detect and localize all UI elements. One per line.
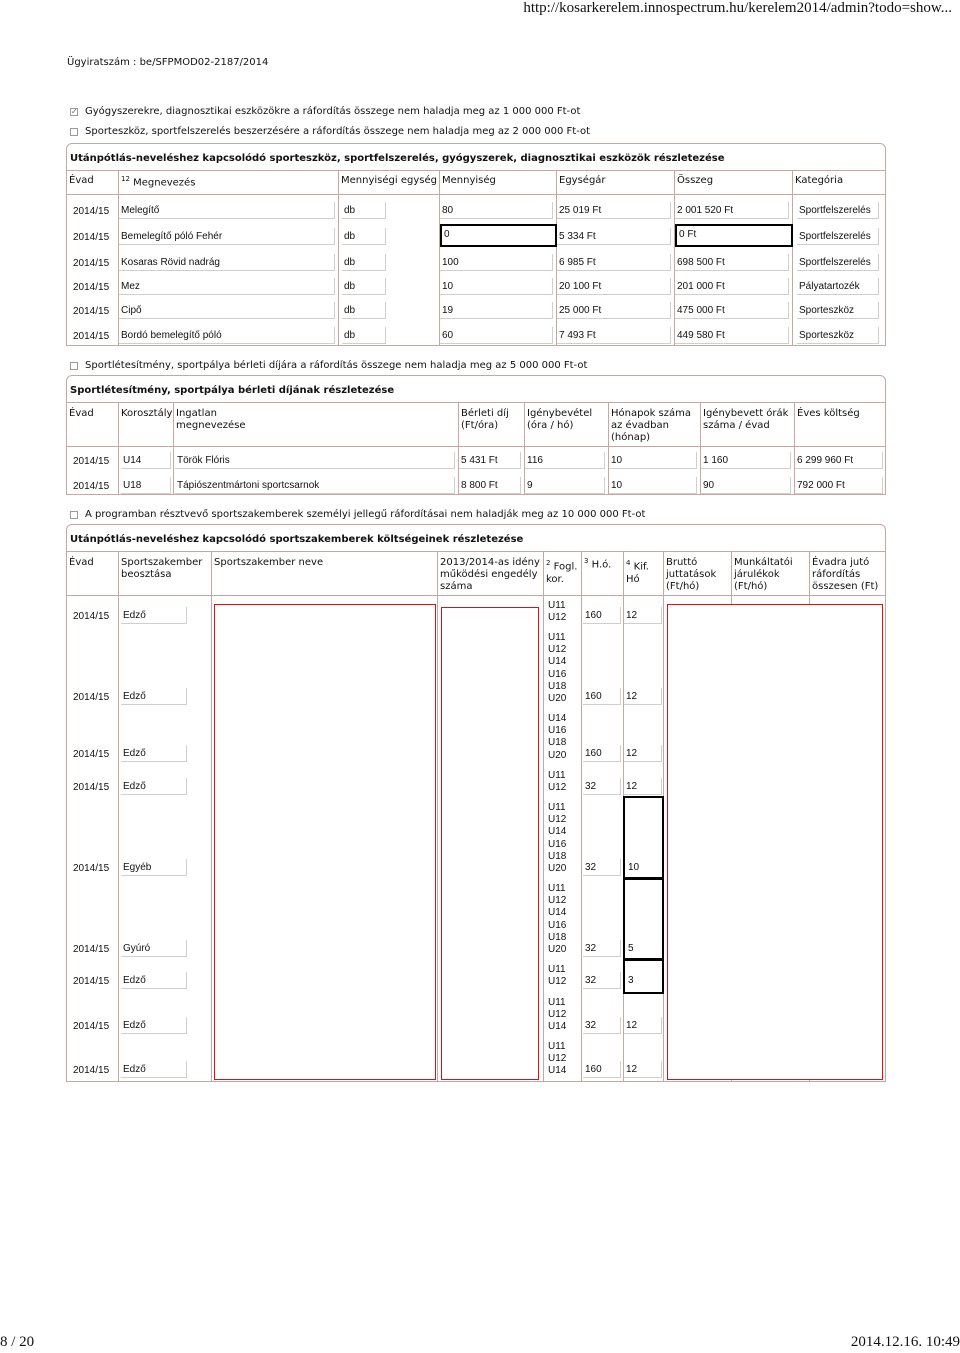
col-header-name bbox=[121, 175, 195, 188]
fee-field[interactable]: 8 800 Ft bbox=[459, 477, 521, 494]
page-url: http://kosarkerelem.innospectrum.hu/kerelem2014/admin?todo=show... bbox=[523, 0, 952, 16]
age-option: U14 bbox=[548, 826, 567, 838]
age-groups-list[interactable] bbox=[548, 997, 566, 1034]
months-field[interactable]: 12 bbox=[624, 778, 662, 795]
footnote-ref: 3 bbox=[584, 557, 589, 565]
cell-season: 2014/15 bbox=[73, 331, 110, 342]
print-datetime: 2014.12.16. 10:49 bbox=[850, 1334, 960, 1350]
venue-field[interactable]: Tápiószentmártoni sportcsarnok bbox=[175, 477, 455, 494]
qty-field[interactable]: 10 bbox=[440, 278, 553, 295]
months-field[interactable]: 12 bbox=[624, 607, 662, 624]
age-option: U11 bbox=[548, 632, 566, 643]
age-option: U14 bbox=[548, 656, 567, 668]
checkbox-equipment[interactable] bbox=[70, 128, 78, 136]
age-groups-list[interactable] bbox=[548, 802, 566, 875]
col-header-venue: Ingatlan megnevezése bbox=[176, 408, 246, 432]
role-select[interactable]: Edző bbox=[121, 1017, 187, 1034]
check-label: A programban résztvevő sportszakemberek személyi jellegű ráfordításai nem haladják meg az 10 000 000 Ft-ot bbox=[85, 509, 646, 520]
usage-field[interactable]: 116 bbox=[525, 452, 605, 469]
staff-section bbox=[66, 524, 886, 1082]
months-field[interactable]: 12 bbox=[624, 1061, 662, 1078]
role-select[interactable]: Edző bbox=[121, 1061, 187, 1078]
footnote-ref: 4 bbox=[626, 559, 631, 567]
page-counter: 8 / 20 bbox=[0, 1334, 35, 1350]
cost-field[interactable]: 792 000 Ft bbox=[795, 477, 883, 494]
col-header-ages bbox=[546, 557, 578, 586]
age-option: U16 bbox=[548, 838, 567, 850]
footnote-ref: 12 bbox=[121, 175, 130, 183]
cell-season: 2014/15 bbox=[73, 944, 110, 955]
col-header-contrib: Munkáltatói járulékok (Ft/hó) bbox=[734, 557, 793, 593]
age-option: U11 bbox=[548, 1041, 566, 1052]
cell-season: 2014/15 bbox=[73, 206, 110, 217]
redacted-license-column bbox=[441, 607, 539, 1080]
cell-season: 2014/15 bbox=[73, 782, 110, 793]
col-header-role: Sportszakember beosztása bbox=[121, 557, 203, 581]
age-option: U12 bbox=[548, 1009, 567, 1021]
col-header-gross: Bruttó juttatások (Ft/hó) bbox=[666, 557, 717, 593]
months-field[interactable]: 12 bbox=[624, 745, 662, 762]
months-field[interactable]: 12 bbox=[624, 688, 662, 705]
col-header-price: Egységár bbox=[559, 175, 606, 186]
age-option: U18 bbox=[548, 850, 567, 862]
cell-season: 2014/15 bbox=[73, 232, 110, 243]
section-title: Utánpótlás-neveléshez kapcsolódó sporteszköz, sportfelszerelés, gyógyszerek, diagnosztikai eszközök részletezése bbox=[70, 153, 725, 164]
age-option: U14 bbox=[548, 713, 567, 724]
age-option: U11 bbox=[548, 997, 566, 1008]
age-groups-list[interactable] bbox=[548, 600, 566, 624]
redacted-name-column bbox=[214, 604, 436, 1080]
age-option: U20 bbox=[548, 863, 567, 875]
col-header-label: Fogl. kor. bbox=[546, 561, 578, 585]
qty-field[interactable]: 19 bbox=[440, 302, 553, 319]
col-header-name: Sportszakember neve bbox=[214, 557, 324, 568]
age-option: U11 bbox=[548, 964, 566, 975]
age-select[interactable]: U14 bbox=[121, 452, 171, 469]
role-select[interactable]: Edző bbox=[121, 972, 187, 989]
hours-field[interactable]: 32 bbox=[583, 778, 621, 795]
age-option: U12 bbox=[548, 1053, 567, 1065]
age-option: U11 bbox=[548, 600, 566, 611]
col-header-total: Összeg bbox=[677, 175, 714, 186]
cost-field[interactable]: 6 299 960 Ft bbox=[795, 452, 883, 469]
age-option: U16 bbox=[548, 668, 567, 680]
unit-field[interactable]: db bbox=[342, 202, 386, 219]
venue-field[interactable]: Török Flóris bbox=[175, 452, 455, 469]
equipment-section bbox=[66, 143, 886, 346]
category-select[interactable]: Pályatartozék bbox=[797, 278, 879, 295]
item-name-field[interactable]: Kosaras Rövid nadrág bbox=[119, 254, 335, 271]
col-header-fee: Bérleti díj (Ft/óra) bbox=[461, 408, 509, 432]
age-option: U18 bbox=[548, 680, 567, 692]
age-select[interactable]: U18 bbox=[121, 477, 171, 494]
age-option: U14 bbox=[548, 907, 567, 919]
cell-season: 2014/15 bbox=[73, 976, 110, 987]
unit-field[interactable]: db bbox=[342, 228, 386, 245]
item-name-field[interactable]: Bemelegítő póló Fehér bbox=[119, 228, 335, 245]
age-option: U14 bbox=[548, 1021, 567, 1033]
months-field[interactable]: 3 bbox=[626, 972, 660, 989]
price-field[interactable]: 20 100 Ft bbox=[557, 278, 671, 295]
check-row-staff bbox=[70, 509, 645, 520]
total-field[interactable]: 475 000 Ft bbox=[675, 302, 789, 319]
col-header-cost: Éves költség bbox=[797, 408, 860, 419]
role-select[interactable]: Gyúró bbox=[121, 940, 187, 957]
hours-field[interactable]: 160 bbox=[583, 745, 621, 762]
col-header-total: Évadra jutó ráfordítás összesen (Ft) bbox=[812, 557, 879, 593]
role-select[interactable]: Edző bbox=[121, 778, 187, 795]
cell-season: 2014/15 bbox=[73, 456, 110, 467]
checkbox-medicines[interactable]: ✓ bbox=[71, 106, 78, 116]
cell-season: 2014/15 bbox=[73, 611, 110, 622]
cell-season: 2014/15 bbox=[73, 749, 110, 760]
col-header-season: Évad bbox=[69, 557, 94, 568]
cell-season: 2014/15 bbox=[73, 692, 110, 703]
category-select[interactable]: Sporteszköz bbox=[797, 302, 879, 319]
age-option: U16 bbox=[548, 919, 567, 931]
price-field[interactable]: 25 019 Ft bbox=[557, 202, 671, 219]
age-groups-list[interactable] bbox=[548, 964, 566, 988]
total-field[interactable]: 449 580 Ft bbox=[675, 327, 789, 344]
age-option: U12 bbox=[548, 976, 567, 988]
category-select[interactable]: Sporteszköz bbox=[797, 327, 879, 344]
qty-field[interactable]: 100 bbox=[440, 254, 553, 271]
check-row-medicines bbox=[70, 106, 580, 117]
age-option: U11 bbox=[548, 883, 566, 894]
months-field[interactable]: 10 bbox=[609, 477, 697, 494]
redacted-amounts-column bbox=[667, 604, 883, 1080]
section-title: Utánpótlás-neveléshez kapcsolódó sportszakemberek költségeinek részletezése bbox=[70, 534, 524, 545]
col-header-qty: Mennyiség bbox=[442, 175, 496, 186]
age-option: U11 bbox=[548, 802, 566, 813]
col-header-unit: Mennyiségi egység bbox=[341, 175, 437, 186]
category-select[interactable]: Sportfelszerelés bbox=[797, 202, 879, 219]
hours-field[interactable]: 32 bbox=[583, 859, 621, 876]
role-select[interactable]: Edző bbox=[121, 745, 187, 762]
col-header-license: 2013/2014-as idény működési engedély száma bbox=[440, 557, 540, 593]
role-select[interactable]: Edző bbox=[121, 688, 187, 705]
hours-field[interactable]: 90 bbox=[701, 477, 791, 494]
unit-field[interactable]: db bbox=[342, 302, 386, 319]
age-option: U12 bbox=[548, 895, 567, 907]
col-header-label: Kif. Hó bbox=[626, 561, 649, 585]
price-field[interactable]: 7 493 Ft bbox=[557, 327, 671, 344]
age-option: U20 bbox=[548, 693, 567, 705]
hours-field[interactable]: 160 bbox=[583, 688, 621, 705]
col-header-hours bbox=[584, 557, 611, 570]
check-row-facility bbox=[70, 360, 587, 371]
age-option: U18 bbox=[548, 931, 567, 943]
age-groups-list[interactable] bbox=[548, 713, 566, 762]
price-field[interactable]: 25 000 Ft bbox=[557, 302, 671, 319]
item-name-field[interactable]: Mez bbox=[119, 278, 335, 295]
check-row-equipment bbox=[70, 126, 590, 137]
age-option: U14 bbox=[548, 1065, 567, 1077]
item-name-field[interactable]: Melegítő bbox=[119, 202, 335, 219]
months-field[interactable]: 10 bbox=[626, 859, 660, 876]
col-header-category: Kategória bbox=[795, 175, 844, 186]
age-option: U20 bbox=[548, 944, 567, 956]
total-field[interactable]: 201 000 Ft bbox=[675, 278, 789, 295]
hours-field[interactable]: 32 bbox=[583, 940, 621, 957]
col-header-usage: Igénybevétel (óra / hó) bbox=[527, 408, 593, 432]
age-option: U12 bbox=[548, 782, 567, 794]
category-select[interactable]: Sportfelszerelés bbox=[797, 228, 879, 245]
age-option: U16 bbox=[548, 725, 567, 737]
months-field[interactable]: 12 bbox=[624, 1017, 662, 1034]
hours-field[interactable]: 160 bbox=[583, 1061, 621, 1078]
col-header-months bbox=[626, 557, 658, 586]
item-name-field[interactable]: Cipő bbox=[119, 302, 335, 319]
check-label: Sportlétesítmény, sportpálya bérleti díjára a ráfordítás összege nem haladja meg az 5 000 000 Ft-ot bbox=[85, 360, 588, 371]
cell-season: 2014/15 bbox=[73, 282, 110, 293]
age-groups-list[interactable] bbox=[548, 883, 566, 956]
cell-season: 2014/15 bbox=[73, 258, 110, 269]
col-header-hours: Igénybevett órák száma / évad bbox=[703, 408, 789, 432]
unit-field[interactable]: db bbox=[342, 254, 386, 271]
hours-field[interactable]: 32 bbox=[583, 1017, 621, 1034]
cell-season: 2014/15 bbox=[73, 1065, 110, 1076]
section-title: Sportlétesítmény, sportpálya bérleti díjának részletezése bbox=[70, 385, 395, 396]
col-header-age: Korosztály bbox=[121, 408, 173, 419]
qty-field[interactable]: 60 bbox=[440, 327, 553, 344]
months-field[interactable]: 10 bbox=[609, 452, 697, 469]
item-name-field[interactable]: Bordó bemelegítő póló bbox=[119, 327, 335, 344]
age-option: U18 bbox=[548, 737, 567, 749]
age-option: U12 bbox=[548, 612, 567, 624]
unit-field[interactable]: db bbox=[342, 327, 386, 344]
months-field[interactable]: 5 bbox=[626, 940, 660, 957]
age-option: U20 bbox=[548, 749, 567, 761]
col-header-season: Évad bbox=[69, 175, 94, 186]
hours-field[interactable]: 32 bbox=[583, 972, 621, 989]
fee-field[interactable]: 5 431 Ft bbox=[459, 452, 521, 469]
col-header-label: Megnevezés bbox=[133, 177, 196, 189]
cell-season: 2014/15 bbox=[73, 481, 110, 492]
category-select[interactable]: Sportfelszerelés bbox=[797, 254, 879, 271]
age-option: U12 bbox=[548, 644, 567, 656]
cell-season: 2014/15 bbox=[73, 306, 110, 317]
usage-field[interactable]: 9 bbox=[525, 477, 605, 494]
check-label: Sporteszköz, sportfelszerelés beszerzésére a ráfordítás összege nem haladja meg az 2 000 000 Ft-ot bbox=[85, 126, 591, 137]
checkbox-facility[interactable] bbox=[70, 362, 78, 370]
age-groups-list[interactable] bbox=[548, 1041, 566, 1078]
col-header-season: Évad bbox=[69, 408, 94, 419]
facility-section bbox=[66, 375, 886, 495]
total-field[interactable]: 0 Ft bbox=[675, 224, 793, 247]
col-header-label: H.ó. bbox=[591, 559, 612, 571]
total-field[interactable]: 698 500 Ft bbox=[675, 254, 789, 271]
checkbox-staff[interactable] bbox=[70, 511, 78, 519]
role-select[interactable]: Edző bbox=[121, 607, 187, 624]
age-groups-list[interactable] bbox=[548, 770, 566, 794]
qty-field[interactable]: 0 bbox=[440, 224, 557, 247]
unit-field[interactable]: db bbox=[342, 278, 386, 295]
case-number: Ügyiratszám : be/SFPMOD02-2187/2014 bbox=[67, 57, 269, 68]
total-field[interactable]: 2 001 520 Ft bbox=[675, 202, 789, 219]
hours-field[interactable]: 1 160 bbox=[701, 452, 791, 469]
age-option: U11 bbox=[548, 770, 566, 781]
qty-field[interactable]: 80 bbox=[440, 202, 553, 219]
footnote-ref: 2 bbox=[546, 559, 551, 567]
age-option: U12 bbox=[548, 814, 567, 826]
price-field[interactable]: 6 985 Ft bbox=[557, 254, 671, 271]
price-field[interactable]: 5 334 Ft bbox=[557, 228, 671, 245]
hours-field[interactable]: 160 bbox=[583, 607, 621, 624]
col-header-months: Hónapok száma az évadban (hónap) bbox=[611, 408, 691, 444]
cell-season: 2014/15 bbox=[73, 863, 110, 874]
age-groups-list[interactable] bbox=[548, 632, 566, 705]
cell-season: 2014/15 bbox=[73, 1021, 110, 1032]
check-label: Gyógyszerekre, diagnosztikai eszközökre a ráfordítás összege nem haladja meg az 1 000 000 Ft-ot bbox=[85, 106, 581, 117]
role-select[interactable]: Egyéb bbox=[121, 859, 187, 876]
